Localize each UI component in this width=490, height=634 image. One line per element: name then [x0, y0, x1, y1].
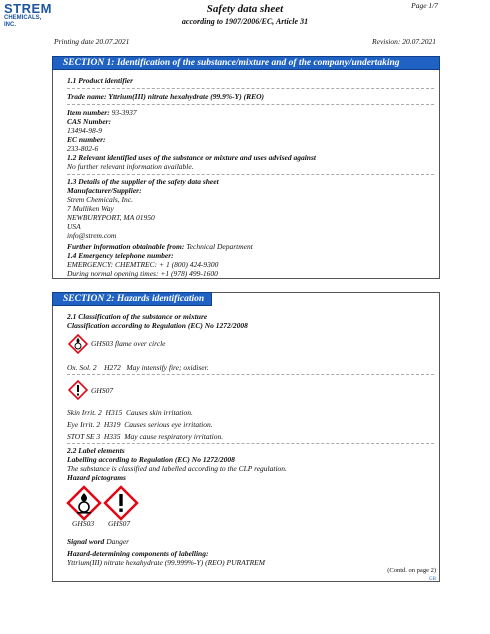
hazard-code: H319: [103, 420, 121, 429]
ox-hazard-row: [67, 363, 209, 372]
cas-label: CAS Number:: [67, 117, 111, 126]
flame-over-circle-icon: [68, 334, 88, 354]
hazard-statement: May cause respiratory irritation.: [124, 432, 224, 441]
item-number-row: [67, 108, 137, 117]
signal-word-label: Signal word: [67, 537, 105, 546]
address-line: Strem Chemicals, Inc.: [67, 195, 133, 204]
trade-name-row: [67, 92, 264, 101]
pictograms-label: Hazard pictograms: [67, 473, 126, 482]
further-info-row: [67, 242, 253, 251]
page-number: Page 1/7: [411, 1, 438, 10]
item-number-label: Item number:: [67, 108, 110, 117]
revision-date: Revision: 20.07.2021: [372, 37, 436, 46]
hazard-statement: May intensify fire; oxidiser.: [126, 363, 209, 372]
exclamation-mark-pictogram-icon: [103, 485, 139, 521]
printing-date: Printing date 20.07.2021: [54, 37, 130, 46]
ec-label: EC number:: [67, 135, 106, 144]
further-info-value: Technical Department: [186, 242, 253, 251]
opening-times-line: During normal opening times: +1 (978) 499-1600: [67, 269, 218, 278]
hazard-statement: Causes serious eye irritation.: [124, 420, 213, 429]
section-2-heading: SECTION 2: Hazards identification: [52, 292, 212, 306]
pictogram-code: GHS07: [108, 519, 131, 528]
hazard-code: H315: [105, 408, 123, 417]
document-title: Safety data sheet: [206, 3, 284, 15]
labelling-regulation: Labelling according to Regulation (EC) No 1272/2008: [67, 455, 235, 464]
regulation-label: Classification according to Regulation (EC) No 1272/2008: [67, 321, 248, 330]
pictogram-code: GHS03: [72, 519, 95, 528]
trade-name-value: Yttrium(III) nitrate hexahydrate (99.9%-Y) (REO): [108, 92, 265, 101]
supplier-details-label: 1.3 Details of the supplier of the safety data sheet: [67, 177, 219, 186]
country-code: GB: [429, 577, 436, 582]
flame-over-circle-pictogram-icon: [66, 485, 102, 521]
product-identifier-label: 1.1 Product identifier: [67, 76, 134, 85]
ec-value: 233-802-6: [67, 144, 99, 153]
ghs03-label: GHS03 flame over circle: [91, 339, 166, 348]
hazard-class: Ox. Sol. 2: [67, 363, 97, 372]
hazard-row: [67, 420, 213, 429]
uses-value: No further relevant information available.: [67, 162, 194, 171]
hazard-class: STOT SE 3: [67, 432, 101, 441]
hazard-class: Skin Irrit. 2: [67, 408, 102, 417]
email-link[interactable]: info@strem.com: [67, 231, 117, 240]
item-number-value: 93-3937: [111, 108, 137, 117]
hazard-code: H272: [104, 363, 121, 372]
components-value: Yttrium(III) nitrate hexahydrate (99.999%-Y) (REO) PURATREM: [67, 558, 266, 567]
continued-note: (Contd. on page 2): [387, 567, 436, 574]
divider: [67, 443, 434, 444]
divider: [67, 174, 434, 175]
labelling-text: The substance is classified and labelled according to the CLP regulation.: [67, 464, 287, 473]
hazard-row: [67, 432, 223, 441]
emergency-label: 1.4 Emergency telephone number:: [67, 251, 174, 260]
logo-wordmark: STREM: [4, 1, 52, 16]
section-1-heading: SECTION 1: Identification of the substance/mixture and of the company/undertaking: [52, 56, 440, 70]
divider: [67, 374, 434, 375]
hazard-row: [67, 408, 193, 417]
signal-word-row: [67, 537, 129, 546]
hazard-class: Eye Irrit. 2: [67, 420, 101, 429]
divider: [67, 104, 434, 105]
signal-word-value: Danger: [106, 537, 130, 546]
classification-label: 2.1 Classification of the substance or mixture: [67, 312, 208, 321]
logo-tagline: CHEMICALS, INC.: [4, 15, 42, 28]
components-label: Hazard-determining components of labelling:: [67, 549, 209, 558]
uses-label: 1.2 Relevant identified uses of the substance or mixture and uses advised against: [67, 153, 316, 162]
document-subtitle: according to 1907/2006/EC, Article 31: [181, 17, 309, 26]
further-info-label: Further information obtainable from:: [67, 242, 185, 251]
address-line: 7 Mulliken Way: [67, 204, 114, 213]
address-line: USA: [67, 222, 81, 231]
address-line: NEWBURYPORT, MA 01950: [67, 213, 155, 222]
exclamation-mark-icon: [68, 380, 88, 400]
cas-value: 13494-98-9: [67, 126, 102, 135]
hazard-statement: Causes skin irritation.: [125, 408, 193, 417]
ghs07-label: GHS07: [91, 386, 114, 395]
manufacturer-label: Manufacturer/Supplier:: [67, 186, 142, 195]
hazard-code: H335: [103, 432, 121, 441]
label-elements-label: 2.2 Label elements: [67, 446, 125, 455]
emergency-line: EMERGENCY: CHEMTREC: + 1 (800) 424-9300: [67, 260, 219, 269]
trade-name-label: Trade name:: [67, 92, 107, 101]
divider: [67, 88, 434, 89]
